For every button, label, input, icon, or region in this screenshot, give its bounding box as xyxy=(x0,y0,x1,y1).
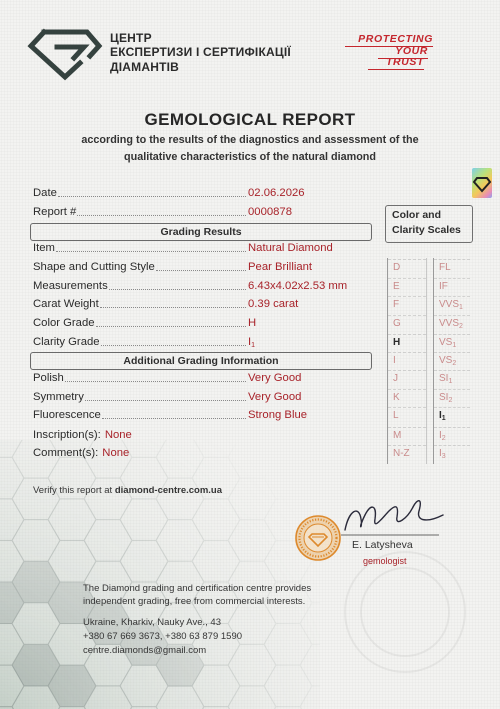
symmetry-value: Very Good xyxy=(248,391,302,403)
dotted-leader xyxy=(102,418,246,419)
scales-heading-line-2: Clarity Scales xyxy=(392,224,461,236)
phones: +380 67 669 3673, +380 63 879 1590 xyxy=(83,631,243,642)
dotted-leader xyxy=(109,289,246,290)
dotted-leader xyxy=(65,381,246,382)
clarity-scale-vs2: $VS_2$ xyxy=(434,352,470,369)
comments-row xyxy=(33,446,373,460)
diamond-logo-icon xyxy=(27,27,103,81)
color-scale-f: F xyxy=(388,296,426,313)
item-label: Item xyxy=(33,242,55,254)
color-scale-h: H xyxy=(388,334,426,351)
slogan-line-3: TRUST xyxy=(368,57,424,70)
color-grade-label: Color Grade xyxy=(33,317,95,329)
report-number-label: Report # xyxy=(33,206,77,218)
color-scale-j: J xyxy=(388,370,426,387)
measurements-row xyxy=(33,279,373,293)
clarity-scale-i2: $I_2$ xyxy=(434,427,470,444)
clarity-scale-vvs2: $VVS_2$ xyxy=(434,315,470,332)
dotted-leader xyxy=(58,196,246,197)
polish-value: Very Good xyxy=(248,372,302,384)
color-scale-k: K xyxy=(388,389,426,406)
verify-prefix: Verify this report at xyxy=(33,485,113,496)
slogan-line-2: YOUR xyxy=(378,46,428,59)
dotted-leader xyxy=(96,326,246,327)
date-label: Date xyxy=(33,187,57,199)
report-subtitle-line-2: qualitative characteristics of the natural diamond xyxy=(124,151,376,163)
color-scale-e: E xyxy=(388,278,426,295)
dotted-leader xyxy=(85,400,246,401)
about-line-2: independent grading, free from commercial interests. xyxy=(83,596,306,607)
item-value: Natural Diamond xyxy=(248,242,333,254)
fluorescence-label: Fluorescence xyxy=(33,409,101,421)
inscriptions-row xyxy=(33,428,373,442)
color-scale-l: L xyxy=(388,407,426,424)
dotted-leader xyxy=(77,215,246,216)
email: centre.diamonds@gmail.com xyxy=(83,645,207,656)
color-scale-m: M xyxy=(388,427,426,444)
carat-weight-label: Carat Weight xyxy=(33,298,99,310)
color-scale-i: I xyxy=(388,352,426,369)
color-scale-n-z: N-Z xyxy=(388,445,426,462)
inscriptions-label: Inscription(s): xyxy=(33,429,101,441)
dotted-leader xyxy=(56,251,246,252)
report-number-row xyxy=(33,205,373,219)
hologram-sticker-icon xyxy=(472,168,492,198)
color-scale-g: G xyxy=(388,315,426,332)
report-subtitle-line-1: according to the results of the diagnostics and assessment of the xyxy=(81,134,419,146)
org-name-line-3: ДІАМАНТІВ xyxy=(110,60,180,74)
symmetry-row xyxy=(33,390,373,404)
date-value: 02.06.2026 xyxy=(248,187,305,199)
comments-label: Comment(s): xyxy=(33,447,99,459)
signature-icon xyxy=(335,495,450,540)
clarity-grade-label: Clarity Grade xyxy=(33,336,100,348)
carat-weight-row xyxy=(33,297,373,311)
clarity-scale-i1: $I_1$ xyxy=(434,407,470,424)
color-scale-d: D xyxy=(388,259,426,276)
slogan-line-1: PROTECTING xyxy=(345,34,433,47)
polish-label: Polish xyxy=(33,372,64,384)
org-name-line-1: ЦЕНТР xyxy=(110,31,152,45)
clarity-grade-value: $I_1$ xyxy=(248,336,256,349)
about-line-1: The Diamond grading and certification centre provides xyxy=(83,583,312,594)
clarity-grade-row xyxy=(33,335,373,349)
inscriptions-value: None xyxy=(104,429,132,441)
clarity-scale-fl: FL xyxy=(434,259,470,276)
measurements-value: 6.43x4.02x2.53 mm xyxy=(248,280,348,292)
color-clarity-scales-heading xyxy=(385,205,473,243)
carat-weight-value: 0.39 carat xyxy=(248,298,299,310)
date-row xyxy=(33,186,373,200)
verify-link: diamond-centre.com.ua xyxy=(114,485,223,496)
signer-name: E. Latysheva xyxy=(352,539,413,551)
shape-value: Pear Brilliant xyxy=(248,261,313,273)
signer-role: gemologist xyxy=(363,556,407,566)
clarity-scale xyxy=(433,258,470,464)
clarity-scale-i3: $I_3$ xyxy=(434,445,470,462)
color-grade-value: H xyxy=(248,317,257,329)
clarity-scale-si2: $SI_2$ xyxy=(434,389,470,406)
comments-value: None xyxy=(102,447,130,459)
clarity-scale-if: IF xyxy=(434,278,470,295)
dotted-leader xyxy=(101,345,246,346)
color-grade-row xyxy=(33,316,373,330)
report-number-value: 0000878 xyxy=(248,206,292,218)
dotted-leader xyxy=(156,270,246,271)
org-name-line-2: ЕКСПЕРТИЗИ І СЕРТИФІКАЦІЇ xyxy=(110,45,291,59)
report-title: GEMOLOGICAL REPORT xyxy=(144,110,356,129)
measurements-label: Measurements xyxy=(33,280,108,292)
fluorescence-value: Strong Blue xyxy=(248,409,308,421)
grading-results-heading: Grading Results xyxy=(30,223,372,241)
item-row xyxy=(33,241,373,255)
clarity-scale-vs1: $VS_1$ xyxy=(434,334,470,351)
verify-line xyxy=(33,484,222,497)
dotted-leader xyxy=(100,307,246,308)
clarity-scale-si1: $SI_1$ xyxy=(434,370,470,387)
address: Ukraine, Kharkiv, Nauky Ave., 43 xyxy=(83,617,221,628)
symmetry-label: Symmetry xyxy=(33,391,84,403)
color-scale xyxy=(387,258,427,464)
shape-row xyxy=(33,260,373,274)
polish-row xyxy=(33,371,373,385)
scales-heading-line-1: Color and xyxy=(392,209,441,221)
clarity-scale-vvs1: $VVS_1$ xyxy=(434,296,470,313)
shape-label: Shape and Cutting Style xyxy=(33,261,155,273)
fluorescence-row xyxy=(33,408,373,422)
additional-grading-heading: Additional Grading Information xyxy=(30,352,372,370)
